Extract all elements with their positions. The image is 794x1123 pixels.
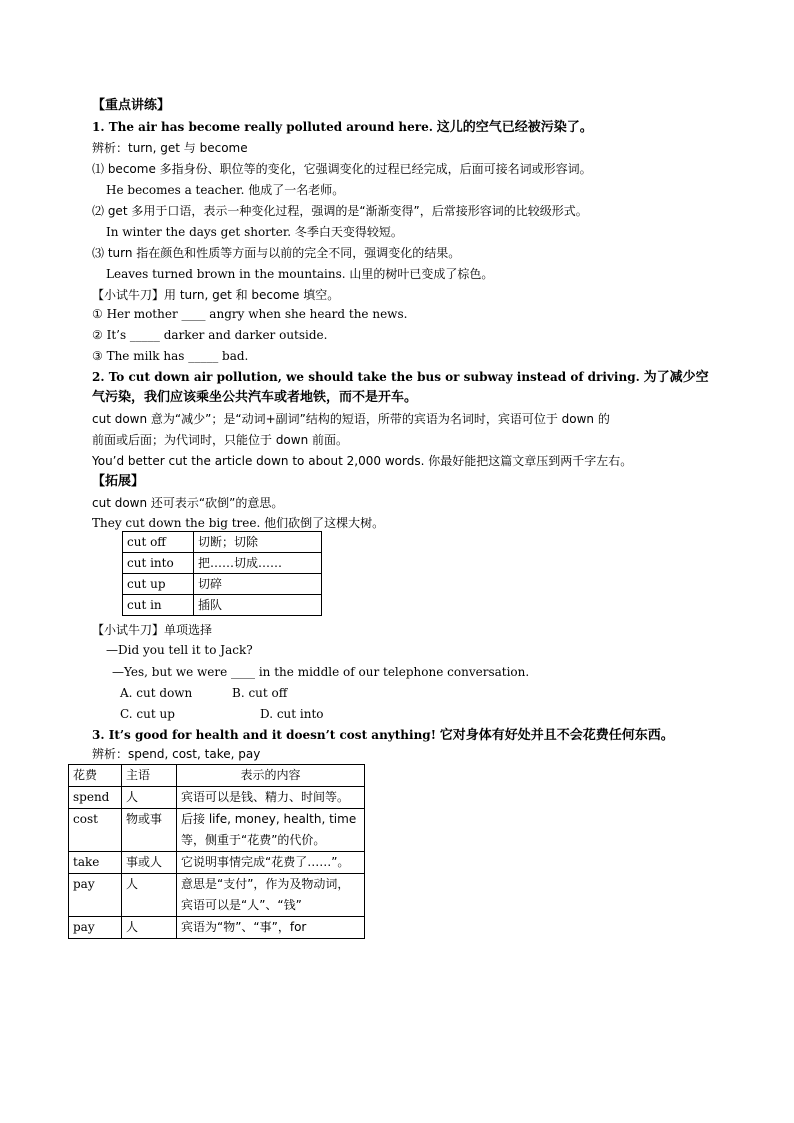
table-header-cell: 花费 xyxy=(69,765,122,787)
q1-point-1: ⑴ become 多指身份、职位等的变化，它强调变化的过程已经完成，后面可接名词或形容词。 xyxy=(92,162,592,176)
table-row xyxy=(69,787,365,809)
q2-extend-text: cut down 还可表示“砍倒”的意思。 xyxy=(92,496,284,510)
table-cell: 切碎 xyxy=(194,574,322,595)
table-cell: 人 xyxy=(122,917,177,939)
table-cell: 把……切成…… xyxy=(194,553,322,574)
table-cell: 事或人 xyxy=(122,852,177,874)
q3-analysis: 辨析：spend, cost, take, pay xyxy=(92,747,261,761)
table-cell: cost xyxy=(69,809,122,852)
q3-title xyxy=(92,725,674,745)
q1-practice-heading: 【小试牛刀】用 turn, get 和 become 填空。 xyxy=(92,288,340,302)
table-row xyxy=(69,874,365,917)
q2-example: You’d better cut the article down to about 2,000 words. 你最好能把这篇文章压到两千字左右。 xyxy=(92,454,633,468)
q2-extend-heading: 【拓展】 xyxy=(92,474,145,489)
q1-point-1-example: He becomes a teacher. 他成了一名老师。 xyxy=(106,183,345,197)
q2-extend-example: They cut down the big tree. 他们砍倒了这棵大树。 xyxy=(92,516,385,530)
q2-title xyxy=(92,367,709,387)
table-row xyxy=(123,532,322,553)
q1-point-2-example: In winter the days get shorter. 冬季白天变得较短。 xyxy=(106,225,403,239)
table-header-cell: 表示的内容 xyxy=(177,765,365,787)
q1-exercise-3: ③ The milk has _____ bad. xyxy=(92,349,249,363)
table-row xyxy=(123,574,322,595)
q2-title-en: 2. To cut down air pollution, we should take the bus or subway instead of driving. xyxy=(92,370,640,384)
q1-title xyxy=(92,117,593,137)
table-row xyxy=(123,595,322,616)
table-cell: 插队 xyxy=(194,595,322,616)
table-row xyxy=(69,809,365,852)
q1-point-2: ⑵ get 多用于口语，表示一种变化过程，强调的是“渐渐变得”，后常接形容词的比较级形式。 xyxy=(92,204,588,218)
q2-option-b: B. cut off xyxy=(232,686,288,700)
table-cell: cut into xyxy=(123,553,194,574)
table-cell: pay xyxy=(69,917,122,939)
table-cell: cut in xyxy=(123,595,194,616)
q3-title-en: 3. It’s good for health and it doesn’t cost anything! xyxy=(92,728,436,742)
q2-option-c: C. cut up xyxy=(120,707,175,721)
table-row xyxy=(69,852,365,874)
table-cell: 后接 life, money, health, time 等，侧重于“花费”的代价。 xyxy=(177,809,365,852)
section-heading: 【重点讲练】 xyxy=(92,98,171,113)
table-row xyxy=(69,917,365,939)
table-cell: take xyxy=(69,852,122,874)
q2-title-zh-a: 为了减少空 xyxy=(643,370,709,385)
q3-title-zh: 它对身体有好处并且不会花费任何东西。 xyxy=(439,728,674,743)
q2-dialogue-1: —Did you tell it to Jack? xyxy=(106,643,253,657)
table-cell: 人 xyxy=(122,874,177,917)
table-cell: cut up xyxy=(123,574,194,595)
q1-point-3: ⑶ turn 指在颜色和性质等方面与以前的完全不同，强调变化的结果。 xyxy=(92,246,461,260)
cut-phrases-table xyxy=(122,531,322,616)
table-cell: 宾语为“物”、“事”，for xyxy=(177,917,365,939)
q2-title-zh-b: 气污染，我们应该乘坐公共汽车或者地铁，而不是开车。 xyxy=(92,390,418,405)
q1-exercise-1: ① Her mother ____ angry when she heard the news. xyxy=(92,307,408,321)
q2-explanation-a: cut down 意为“减少”；是“动词+副词”结构的短语，所带的宾语为名词时，宾语可位于 down 的 xyxy=(92,412,610,426)
q1-title-en: 1. The air has become really polluted around here. xyxy=(92,120,433,134)
table-header-row xyxy=(69,765,365,787)
table-cell: 宾语可以是钱、精力、时间等。 xyxy=(177,787,365,809)
table-cell: cut off xyxy=(123,532,194,553)
q2-practice-heading: 【小试牛刀】单项选择 xyxy=(92,623,213,637)
table-cell: spend xyxy=(69,787,122,809)
table-cell: 人 xyxy=(122,787,177,809)
q1-exercise-2: ② It’s _____ darker and darker outside. xyxy=(92,328,328,342)
q1-point-3-example: Leaves turned brown in the mountains. 山里的树叶已变成了棕色。 xyxy=(106,267,494,281)
table-cell: 它说明事情完成“花费了……”。 xyxy=(177,852,365,874)
table-cell: 切断；切除 xyxy=(194,532,322,553)
q1-analysis: 辨析：turn, get 与 become xyxy=(92,141,248,155)
q2-option-a: A. cut down xyxy=(120,686,193,700)
q2-dialogue-2: —Yes, but we were ____ in the middle of our telephone conversation. xyxy=(112,665,530,679)
table-cell: 物或事 xyxy=(122,809,177,852)
spend-cost-table xyxy=(68,764,365,939)
table-row xyxy=(123,553,322,574)
table-cell: pay xyxy=(69,874,122,917)
table-cell: 意思是“支付”，作为及物动词，宾语可以是“人”、“钱” xyxy=(177,874,365,917)
q2-explanation-b: 前面或后面；为代词时，只能位于 down 前面。 xyxy=(92,433,349,447)
q1-title-zh: 这儿的空气已经被污染了。 xyxy=(436,120,593,135)
table-header-cell: 主语 xyxy=(122,765,177,787)
q2-option-d: D. cut into xyxy=(260,707,324,721)
